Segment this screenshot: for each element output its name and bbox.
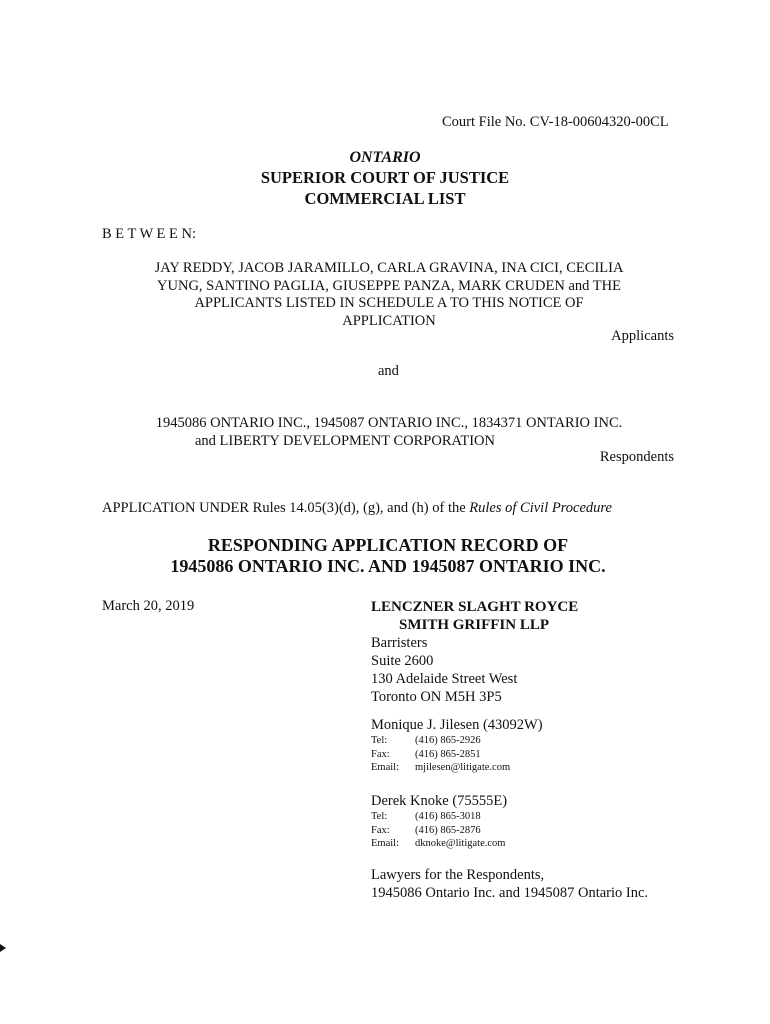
applicants-line: APPLICATION: [342, 312, 436, 329]
respondents-line: and LIBERTY DEVELOPMENT CORPORATION: [195, 432, 495, 449]
lawyers-for-block: [371, 866, 648, 902]
applicants-line: YUNG, SANTINO PAGLIA, GIUSEPPE PANZA, MARK CRUDEN and THE: [157, 277, 621, 294]
lawyer-contact: [371, 716, 543, 775]
lawyers-for-line: 1945086 Ontario Inc. and 1945087 Ontario Inc.: [371, 885, 649, 901]
tel-value: (416) 865-2926: [415, 735, 481, 746]
document-date: March 20, 2019: [102, 598, 195, 614]
lawyer-fax: [371, 748, 543, 762]
record-title-line1: RESPONDING APPLICATION RECORD OF: [207, 535, 569, 555]
email-label: Email:: [371, 838, 399, 849]
application-under-text: APPLICATION UNDER Rules 14.05(3)(d), (g), and (h) of the: [102, 500, 470, 516]
fax-label: Fax:: [371, 748, 390, 760]
court-list: COMMERCIAL LIST: [304, 189, 466, 208]
lawyers-for-line: Lawyers for the Respondents,: [371, 867, 545, 883]
firm-address-line: Barristers: [371, 635, 428, 651]
email-value: dknoke@litigate.com: [415, 838, 506, 849]
tel-value: (416) 865-3018: [415, 811, 481, 822]
fax-label: Fax:: [371, 824, 390, 836]
record-title-line2: 1945086 ONTARIO INC. AND 1945087 ONTARIO INC.: [170, 556, 606, 576]
firm-block: [371, 598, 578, 706]
lawyer-email: [371, 837, 507, 851]
fax-value: (416) 865-2851: [415, 748, 481, 760]
tel-label: Tel:: [371, 735, 388, 746]
applicants-line: JAY REDDY, JACOB JARAMILLO, CARLA GRAVINA, INA CICI, CECILIA: [154, 260, 624, 276]
firm-address-line: Suite 2600: [371, 653, 434, 669]
tel-label: Tel:: [371, 811, 388, 822]
lawyer-contact: [371, 792, 507, 851]
page-marker-arrow-icon: [0, 944, 6, 952]
email-value: mjilesen@litigate.com: [415, 762, 511, 773]
respondents-line: 1945086 ONTARIO INC., 1945087 ONTARIO INC., 1834371 ONTARIO INC.: [155, 415, 623, 431]
lawyer-email: [371, 761, 543, 775]
firm-name-line2: SMITH GRIFFIN LLP: [399, 617, 550, 633]
email-label: Email:: [371, 762, 399, 773]
lawyer-tel: [371, 734, 543, 748]
and-label: and: [378, 363, 399, 379]
between-label: B E T W E E N:: [102, 226, 196, 242]
applicants-line: APPLICANTS LISTED IN SCHEDULE A TO THIS NOTICE OF: [194, 295, 584, 311]
lawyer-fax: [371, 824, 507, 838]
firm-address-line: Toronto ON M5H 3P5: [371, 689, 502, 705]
application-under: [102, 500, 612, 517]
respondents-label: Respondents: [599, 449, 674, 465]
court-name: SUPERIOR COURT OF JUSTICE: [260, 168, 510, 187]
court-province: ONTARIO: [349, 149, 421, 166]
firm-name-line1: LENCZNER SLAGHT ROYCE: [371, 599, 579, 615]
firm-address-line: 130 Adelaide Street West: [371, 671, 518, 687]
lawyer-name: Monique J. Jilesen (43092W): [371, 717, 543, 733]
applicants-block: [0, 260, 770, 330]
rules-reference: Rules of Civil Procedure: [469, 500, 612, 516]
lawyer-name: Derek Knoke (75555E): [371, 793, 508, 809]
applicants-label: Applicants: [611, 328, 674, 344]
lawyer-tel: [371, 810, 507, 824]
court-file-number: Court File No. CV-18-00604320-00CL: [442, 114, 669, 130]
fax-value: (416) 865-2876: [415, 824, 481, 836]
respondents-block: [0, 415, 770, 450]
